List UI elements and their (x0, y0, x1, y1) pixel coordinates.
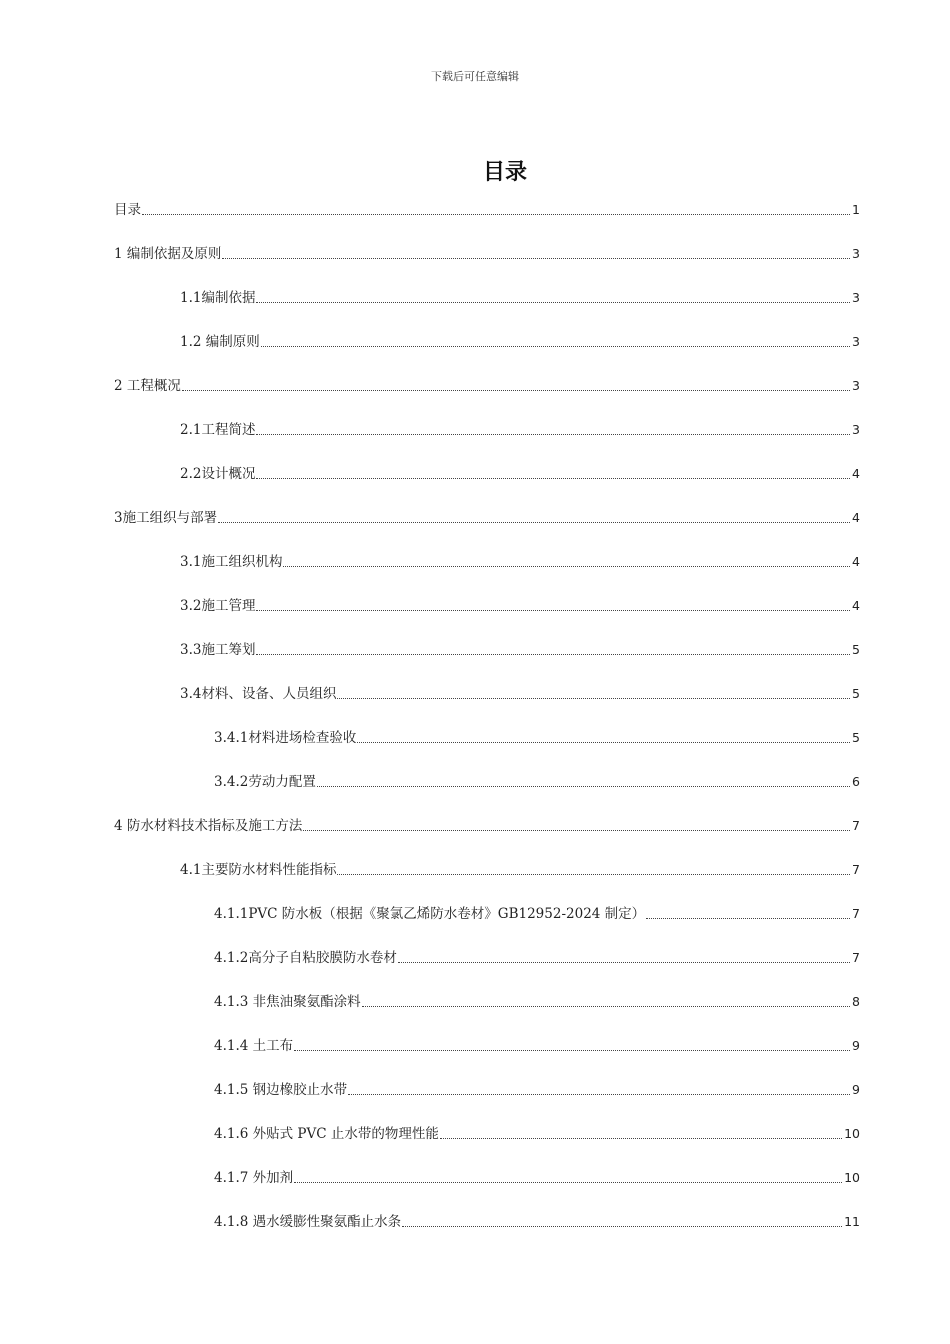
page-header-note: 下载后可任意编辑 (431, 70, 519, 83)
toc-entry[interactable] (114, 815, 860, 837)
toc-leader-dots (337, 874, 850, 875)
toc-entry[interactable] (214, 727, 860, 749)
toc-leader-dots (317, 786, 850, 787)
toc-entry-label: 3.4.2劳动力配置 (214, 774, 316, 790)
toc-leader-dots (256, 434, 850, 435)
toc-entry-page-number: 4 (852, 510, 860, 525)
toc-leader-dots (256, 610, 850, 611)
toc-entry[interactable] (180, 595, 860, 617)
toc-leader-dots (294, 1050, 850, 1051)
toc-entry-page-number: 4 (852, 554, 860, 569)
toc-leader-dots (218, 522, 850, 523)
toc-entry-page-number: 10 (844, 1126, 860, 1141)
toc-entry-label: 2.2设计概况 (180, 466, 256, 482)
toc-entry-page-number: 4 (852, 466, 860, 481)
toc-entry-label: 4.1主要防水材料性能指标 (180, 862, 337, 878)
toc-entry-page-number: 1 (852, 202, 860, 217)
toc-entry[interactable] (214, 1167, 860, 1189)
toc-entry[interactable] (180, 463, 860, 485)
toc-entry[interactable] (214, 991, 860, 1013)
toc-entry-page-number: 5 (852, 686, 860, 701)
toc-entry[interactable] (114, 507, 860, 529)
toc-entry-label: 4.1.2高分子自粘胶膜防水卷材 (214, 950, 397, 966)
toc-entry-page-number: 3 (852, 422, 860, 437)
toc-entry[interactable] (180, 859, 860, 881)
toc-entry[interactable] (114, 375, 860, 397)
toc-entry[interactable] (114, 199, 860, 221)
toc-leader-dots (362, 1006, 850, 1007)
toc-entry-page-number: 8 (852, 994, 860, 1009)
toc-entry-page-number: 9 (852, 1082, 860, 1097)
toc-entry-label: 1 编制依据及原则 (114, 246, 222, 262)
toc-entry-page-number: 5 (852, 642, 860, 657)
toc-entry[interactable] (214, 1035, 860, 1057)
toc-entry[interactable] (180, 419, 860, 441)
toc-leader-dots (348, 1094, 850, 1095)
toc-entry-page-number: 11 (844, 1214, 860, 1229)
toc-leader-dots (283, 566, 850, 567)
toc-entry-page-number: 7 (852, 906, 860, 921)
toc-entry-label: 1.2 编制原则 (180, 334, 260, 350)
toc-entry-label: 1.1编制依据 (180, 290, 256, 306)
toc-entry[interactable] (180, 331, 860, 353)
toc-leader-dots (337, 698, 850, 699)
toc-entry[interactable] (214, 947, 860, 969)
toc-entry[interactable] (214, 1211, 860, 1233)
toc-entry-page-number: 10 (844, 1170, 860, 1185)
toc-entry[interactable] (214, 1123, 860, 1145)
toc-leader-dots (261, 346, 850, 347)
toc-entry-page-number: 7 (852, 818, 860, 833)
toc-leader-dots (256, 478, 850, 479)
toc-leader-dots (256, 302, 850, 303)
toc-entry-label: 4.1.4 土工布 (214, 1038, 294, 1054)
toc-leader-dots (222, 258, 850, 259)
toc-entry-label: 4.1.8 遇水缓膨性聚氨酯止水条 (214, 1214, 402, 1230)
toc-entry[interactable] (180, 287, 860, 309)
toc-entry-page-number: 5 (852, 730, 860, 745)
toc-entry[interactable] (180, 639, 860, 661)
toc-entry-label: 3.1施工组织机构 (180, 554, 283, 570)
toc-leader-dots (294, 1182, 842, 1183)
toc-entry-label: 3施工组织与部署 (114, 510, 218, 526)
toc-entry-label: 3.2施工管理 (180, 598, 256, 614)
toc-leader-dots (402, 1226, 842, 1227)
toc-entry[interactable] (214, 903, 860, 925)
toc-entry-label: 4.1.3 非焦油聚氨酯涂料 (214, 994, 361, 1010)
toc-entry-label: 目录 (114, 202, 141, 218)
toc-entry-page-number: 3 (852, 378, 860, 393)
toc-entry-label: 3.4.1材料进场检查验收 (214, 730, 357, 746)
toc-entry-page-number: 3 (852, 334, 860, 349)
toc-entry-label: 4.1.6 外贴式 PVC 止水带的物理性能 (214, 1126, 439, 1142)
toc-leader-dots (182, 390, 850, 391)
toc-entry-label: 2 工程概况 (114, 378, 181, 394)
toc-entry-label: 4.1.5 钢边橡胶止水带 (214, 1082, 348, 1098)
toc-entry-label: 4.1.7 外加剂 (214, 1170, 294, 1186)
toc-entry[interactable] (114, 243, 860, 265)
toc-entry-page-number: 6 (852, 774, 860, 789)
toc-entry-label: 3.3施工筹划 (180, 642, 256, 658)
toc-entry[interactable] (214, 771, 860, 793)
toc-leader-dots (646, 918, 850, 919)
toc-title: 目录 (482, 160, 527, 185)
toc-entry-page-number: 3 (852, 246, 860, 261)
toc-leader-dots (303, 830, 850, 831)
toc-entry-label: 3.4材料、设备、人员组织 (180, 686, 337, 702)
toc-entry-page-number: 3 (852, 290, 860, 305)
toc-entry-label: 2.1工程简述 (180, 422, 256, 438)
toc-entry[interactable] (214, 1079, 860, 1101)
toc-entry[interactable] (180, 551, 860, 573)
toc-entry-page-number: 7 (852, 950, 860, 965)
toc-leader-dots (256, 654, 850, 655)
toc-entry-label: 4 防水材料技术指标及施工方法 (114, 818, 303, 834)
toc-leader-dots (398, 962, 850, 963)
toc-leader-dots (440, 1138, 842, 1139)
toc-entry-page-number: 7 (852, 862, 860, 877)
toc-entry[interactable] (180, 683, 860, 705)
toc-entry-label: 4.1.1PVC 防水板（根据《聚氯乙烯防水卷材》GB12952-2024 制定） (214, 906, 646, 922)
toc-leader-dots (142, 214, 850, 215)
toc-entry-page-number: 9 (852, 1038, 860, 1053)
toc-entry-page-number: 4 (852, 598, 860, 613)
toc-leader-dots (357, 742, 850, 743)
